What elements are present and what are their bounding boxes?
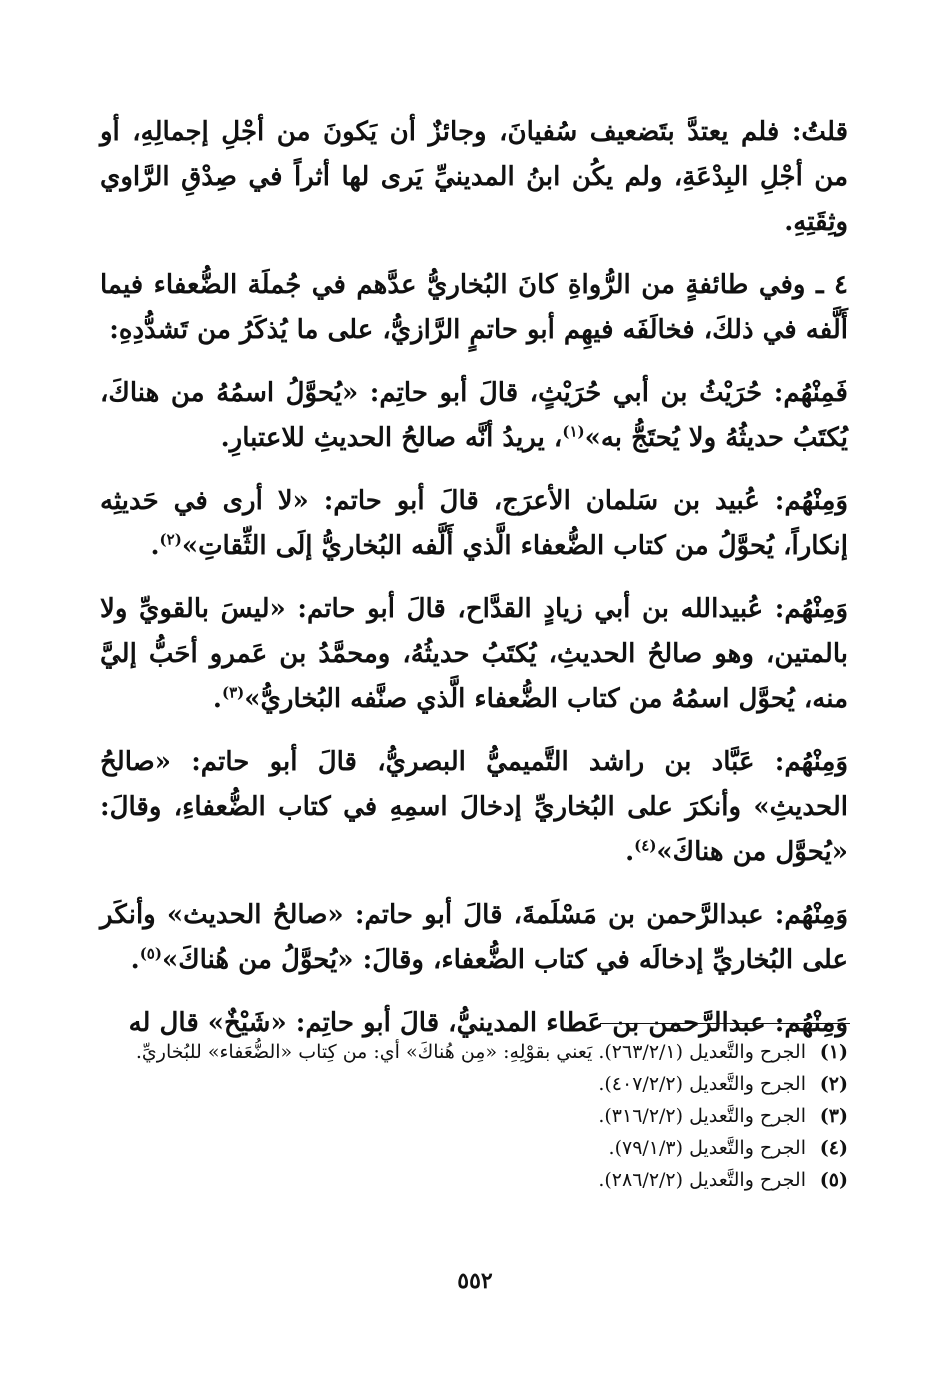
page-number: ٥٥٢ [457,1268,493,1294]
paragraph-lead: فَمِنْهُم: [762,378,848,408]
footnote-text: الجرح والتَّعديل (٣١٦/٢/٢). [598,1105,806,1127]
paragraph [100,587,848,722]
footnote-ref: (٤) [634,836,657,855]
paragraph-lead: قلتُ: [779,117,848,147]
footnote-text: الجرح والتَّعديل (٢٨٦/٢/٢). [598,1169,806,1191]
paragraph-lead: وَمِنْهُم: [763,594,849,624]
footnotes [100,1037,848,1197]
paragraph-text: فلم يعتدَّ بتَضعيف سُفيانَ، وجائزٌ أن يَكونَ من أجْلِ إجمالِهِ، أو من أجْلِ البِدْعَةِ، ولم يكُن ابنُ المدينيِّ يَرى لها أثراً في صِدْقِ الرَّاوي وثِقَتِهِ. [100,117,848,237]
paragraph [100,893,848,983]
paragraph [100,740,848,875]
footnote [100,1133,848,1163]
paragraph [100,263,848,353]
footnote-number: (١) [819,1041,848,1063]
footnote-ref: (١) [562,422,585,441]
paragraph-text: عبدالرَّحمن بن عَطاء المدينيُّ، قالَ أبو حاتِم: «شَيْخٌ» قال له [128,1008,766,1038]
paragraph-text: وفي طائفةٍ من الرُّواةِ كانَ البُخاريُّ عدَّهم في جُملَة الضُّعفاء فيما أَلَّفه في ذلكَ، فخالَفَه فيهِم أبو حاتمٍ الرَّازيُّ، على ما يُذكَرُ من تَشدُّدِهِ: [100,270,848,345]
paragraph-tail: . [130,945,140,975]
main-text [100,110,848,1064]
paragraph-text: حُرَيْثُ بن أبي حُرَيْثٍ، قالَ أبو حاتِم: «يُحوَّلُ اسمُهُ من هناكَ، يُكتَبُ حديثُهُ ولا يُحتَجُّ به» [100,378,848,453]
footnote-ref: (٢) [159,530,182,549]
footnote [100,1101,848,1131]
paragraph-tail: . [212,684,222,714]
footnote-ref: (٣) [221,683,245,702]
footnote-number: (٣) [819,1105,848,1127]
paragraph-text: عُبيد بن سَلمان الأعرَج، قالَ أبو حاتم: «لا أرى في حَديثِه إنكاراً، يُحوَّلُ من كتاب الضُّعفاء الَّذي أَلَّفه البُخاريُّ إلَى الثِّقاتِ» [100,486,848,561]
paragraph-lead: ٤ ـ [805,270,848,300]
footnote [100,1069,848,1099]
paragraph-lead: وَمِنْهُم: [765,1008,848,1038]
paragraph-lead: وَمِنْهُم: [754,747,848,777]
paragraph-text: عبدالرَّحمن بن مَسْلَمةَ، قالَ أبو حاتم: «صالحُ الحديث» وأنكَر على البُخاريِّ إدخالَه في كتاب الضُّعفاء، وقالَ: «يُحوَّلُ من هُناكَ» [100,900,848,975]
paragraph-tail: . [625,837,635,867]
footnote-ref: (٥) [139,944,162,963]
paragraph-lead: وَمِنْهُم: [759,486,849,516]
paragraph-tail: . [150,531,160,561]
paragraph-tail: ، يريدُ أنَّه صالحُ الحديثِ للاعتبارِ. [220,423,563,453]
footnote-text: الجرح والتَّعديل (٤٠٧/٢/٢). [598,1073,806,1095]
footnote-text: الجرح والتَّعديل (٢٦٣/٢/١). يَعني بقوْلِهِ: «مِن هُناكَ» أي: من كِتاب «الضُّعَفاء» للبُخاريِّ. [135,1041,806,1063]
footnote-text: الجرح والتَّعديل (٧٩/١/٣). [608,1137,806,1159]
footnote-divider [600,1023,850,1024]
paragraph [100,371,848,461]
footnote [100,1037,848,1067]
footnote-number: (٢) [819,1073,848,1095]
footnote-number: (٥) [819,1169,848,1191]
paragraph-text: عَبَّاد بن راشد التَّميميُّ البصريُّ، قالَ أبو حاتم: «صالحُ الحديثِ» وأنكرَ على البُخاريِّ إدخالَ اسمِهِ في كتاب الضُّعفاءِ، وقالَ: «يُحوَّل من هناكَ» [100,747,848,867]
paragraph [100,479,848,569]
paragraph [100,110,848,245]
paragraph-lead: وَمِنْهُم: [763,900,848,930]
paragraph-text: عُبيدالله بن أبي زيادٍ القدَّاح، قالَ أبو حاتم: «ليسَ بالقويِّ ولا بالمتين، وهو صالحُ الحديثِ، يُكتَبُ حديثُهُ، ومحمَّدُ بن عَمرو أحَبُّ إليَّ منه، يُحوَّل اسمُهُ من كتاب الضُّعفاء الَّذي صنَّفه البُخاريُّ» [100,594,848,714]
footnote-number: (٤) [819,1137,848,1159]
footnote [100,1165,848,1195]
